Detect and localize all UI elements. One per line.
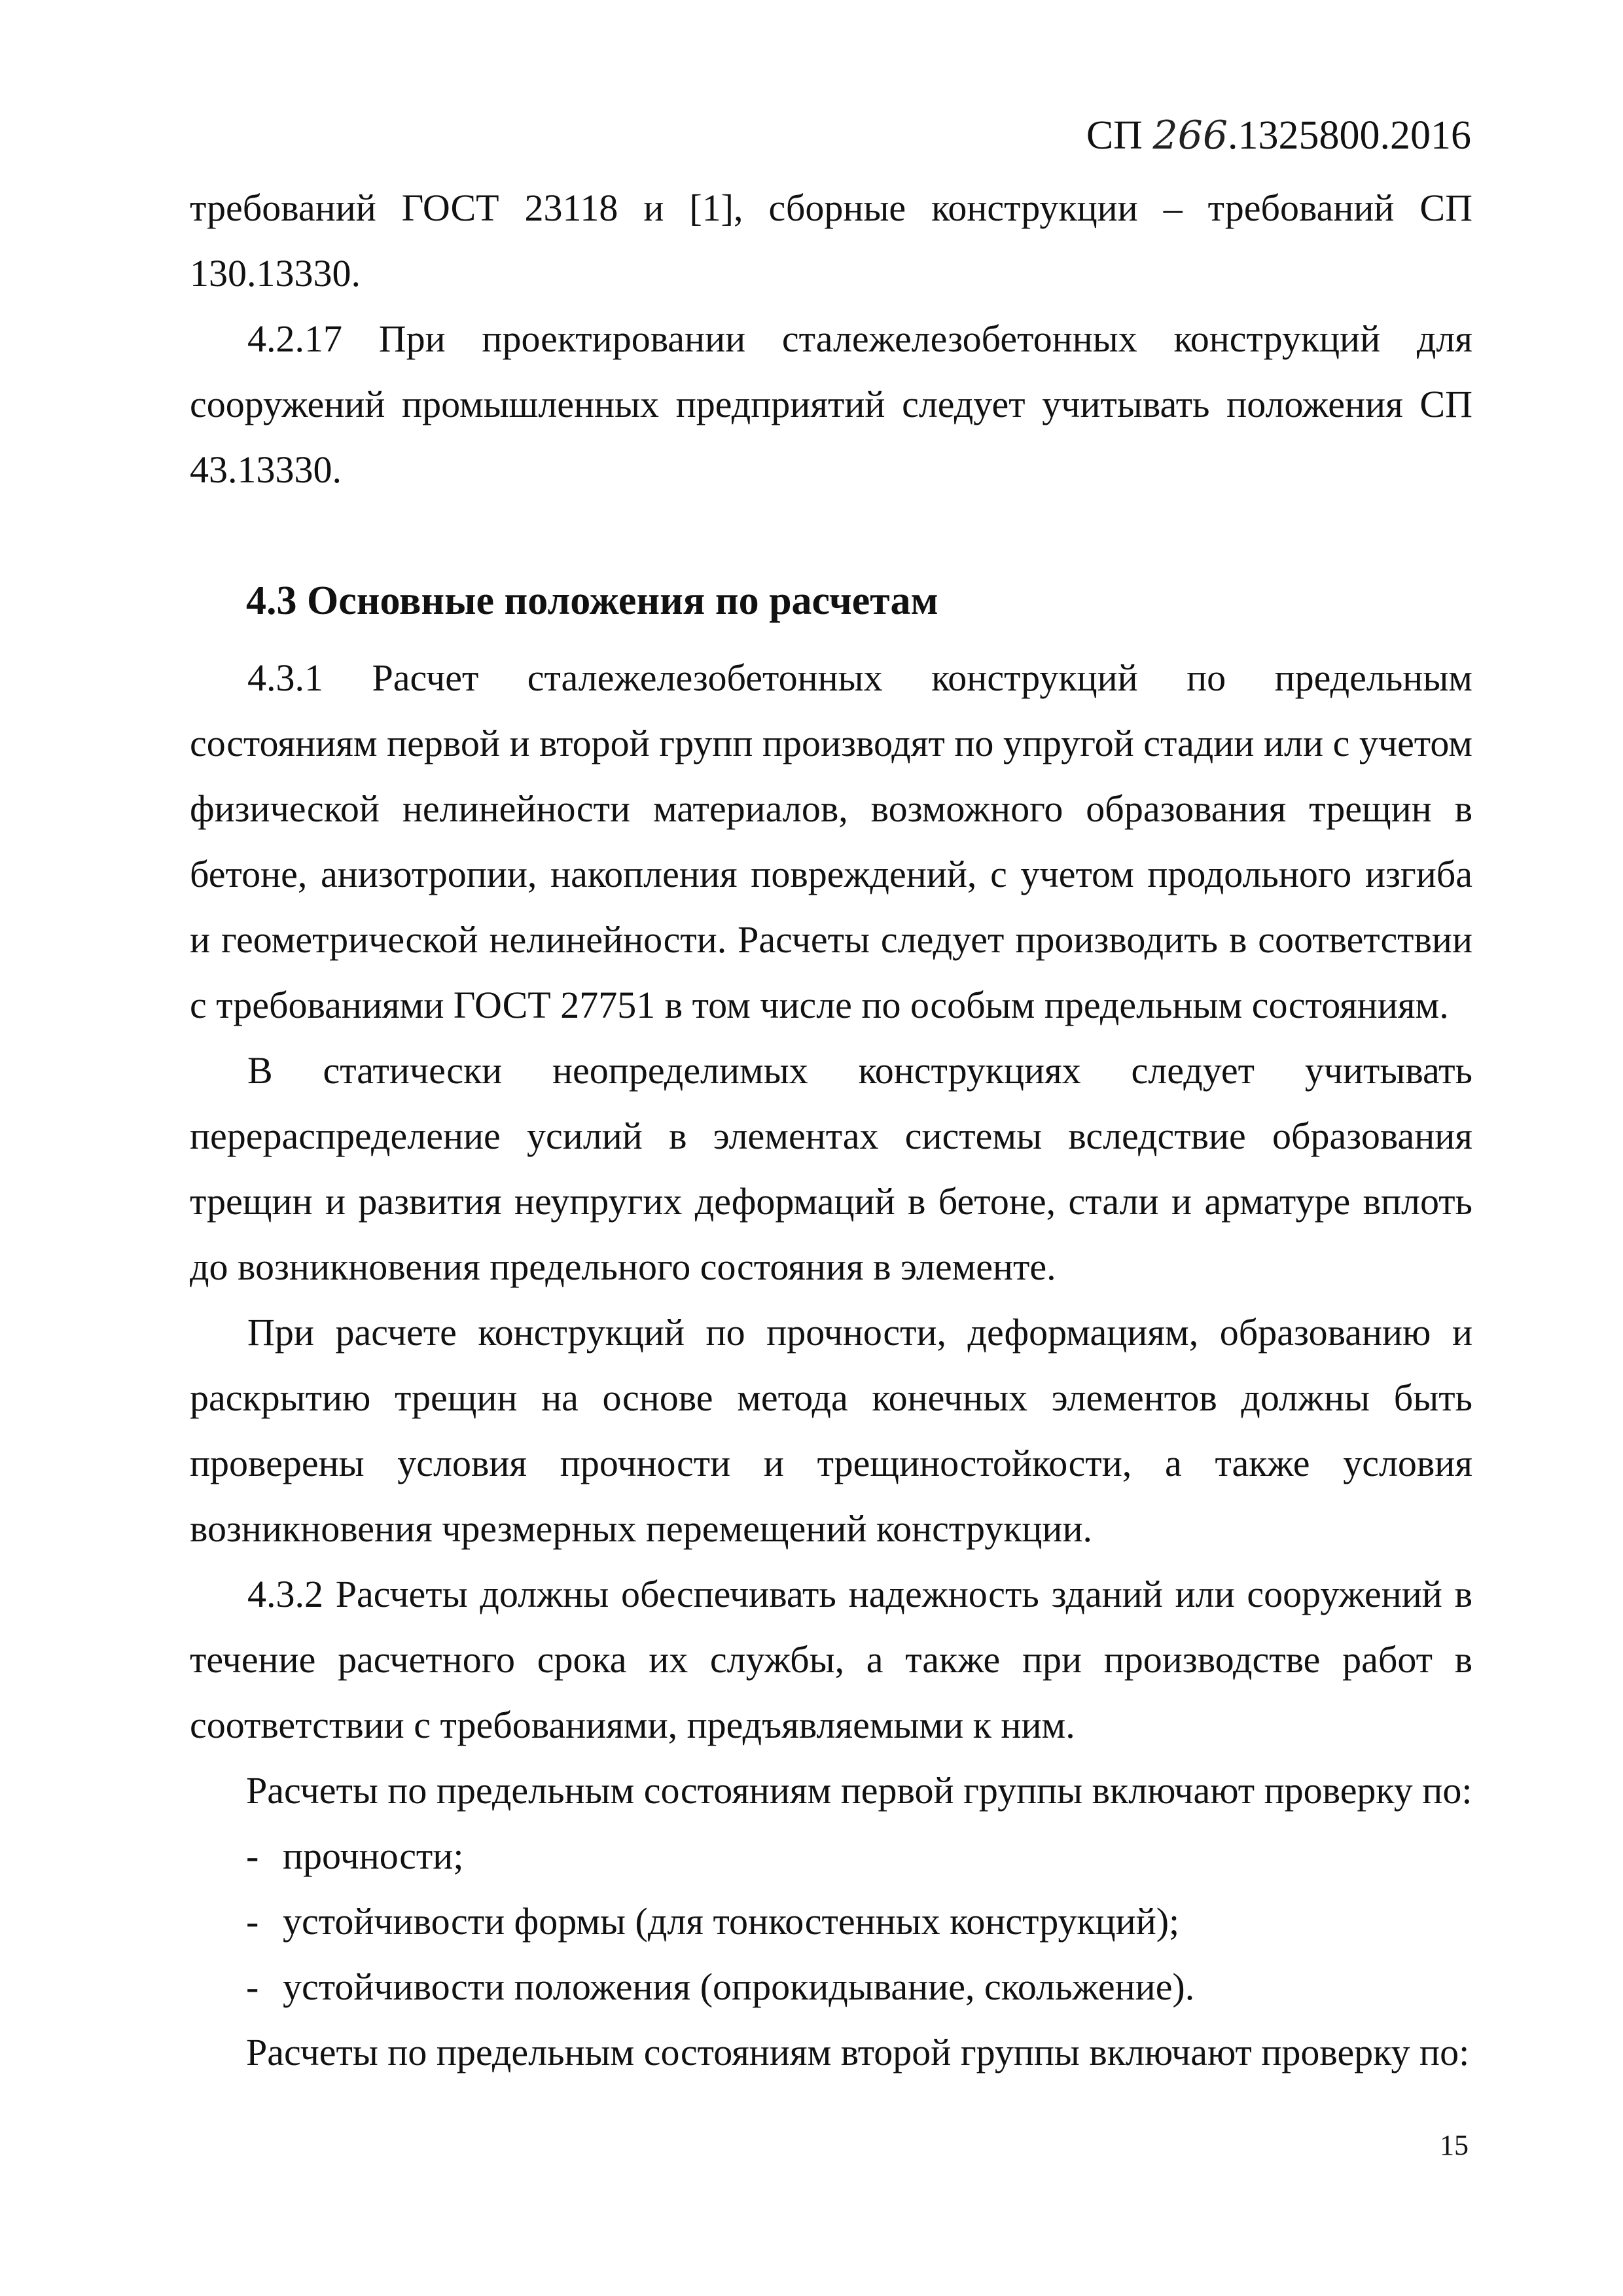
- list-dash: -: [246, 1835, 259, 1877]
- paragraph-group-1: Расчеты по предельным состояниям первой группы включают проверку по:: [246, 1769, 1472, 1812]
- paragraph-continuation: требований ГОСТ 23118 и [1], сборные конструкции – требований СП 130.13330.: [190, 187, 1472, 295]
- page-number: 15: [1440, 2129, 1469, 2161]
- document-header: [1086, 106, 1471, 165]
- list-item: [246, 1823, 463, 1889]
- list-item-text: устойчивости положения (опрокидывание, скольжение).: [283, 1965, 1195, 2008]
- list-dash: -: [246, 1965, 259, 2008]
- paragraph-static-indeterminate: В статически неопределимых конструкциях следует учитывать перераспределение усилий в элементах системы вследствие образования трещин и развития неупругих деформаций в бетоне, стали и арматуре вплоть до возникновения предельного состояния в элементе.: [190, 1049, 1472, 1288]
- list-item: [246, 1954, 1194, 2020]
- paragraph-4-3-1: 4.3.1 Расчет сталежелезобетонных конструкций по предельным состояниям первой и второй групп производят по упругой стадии или с учетом физической нелинейности материалов, возможного образования трещин в бетоне, анизотропии, накопления повреждений, с учетом продольного изгиба и геометрической нелинейности. Расчеты следует производить в соответствии с требованиями ГОСТ 27751 в том числе по особым предельным состояниям.: [190, 656, 1472, 1026]
- handwritten-number: 266: [1152, 113, 1228, 158]
- list-item: [246, 1889, 1179, 1954]
- paragraph-4-2-17: 4.2.17 При проектировании сталежелезобетонных конструкций для сооружений промышленных предприятий следует учитывать положения СП 43.13330.: [190, 317, 1472, 491]
- header-suffix: .1325800.2016: [1228, 113, 1471, 158]
- header-prefix: СП: [1086, 113, 1143, 158]
- section-heading-4-3: 4.3 Основные положения по расчетам: [246, 579, 938, 623]
- list-dash: -: [246, 1900, 259, 1943]
- list-item-text: устойчивости формы (для тонкостенных конструкций);: [283, 1900, 1180, 1943]
- paragraph-4-3-2: 4.3.2 Расчеты должны обеспечивать надежность зданий или сооружений в течение расчетного срока их службы, а также при производстве работ в соответствии с требованиями, предъявляемыми к ним.: [190, 1573, 1472, 1746]
- list-item-text: прочности;: [283, 1835, 464, 1877]
- paragraph-group-2: Расчеты по предельным состояниям второй группы включают проверку по:: [246, 2031, 1470, 2073]
- paragraph-finite-element: При расчете конструкций по прочности, деформациям, образованию и раскрытию трещин на основе метода конечных элементов должны быть проверены условия прочности и трещиностойкости, а также условия возникновения чрезмерных перемещений конструкции.: [190, 1311, 1472, 1550]
